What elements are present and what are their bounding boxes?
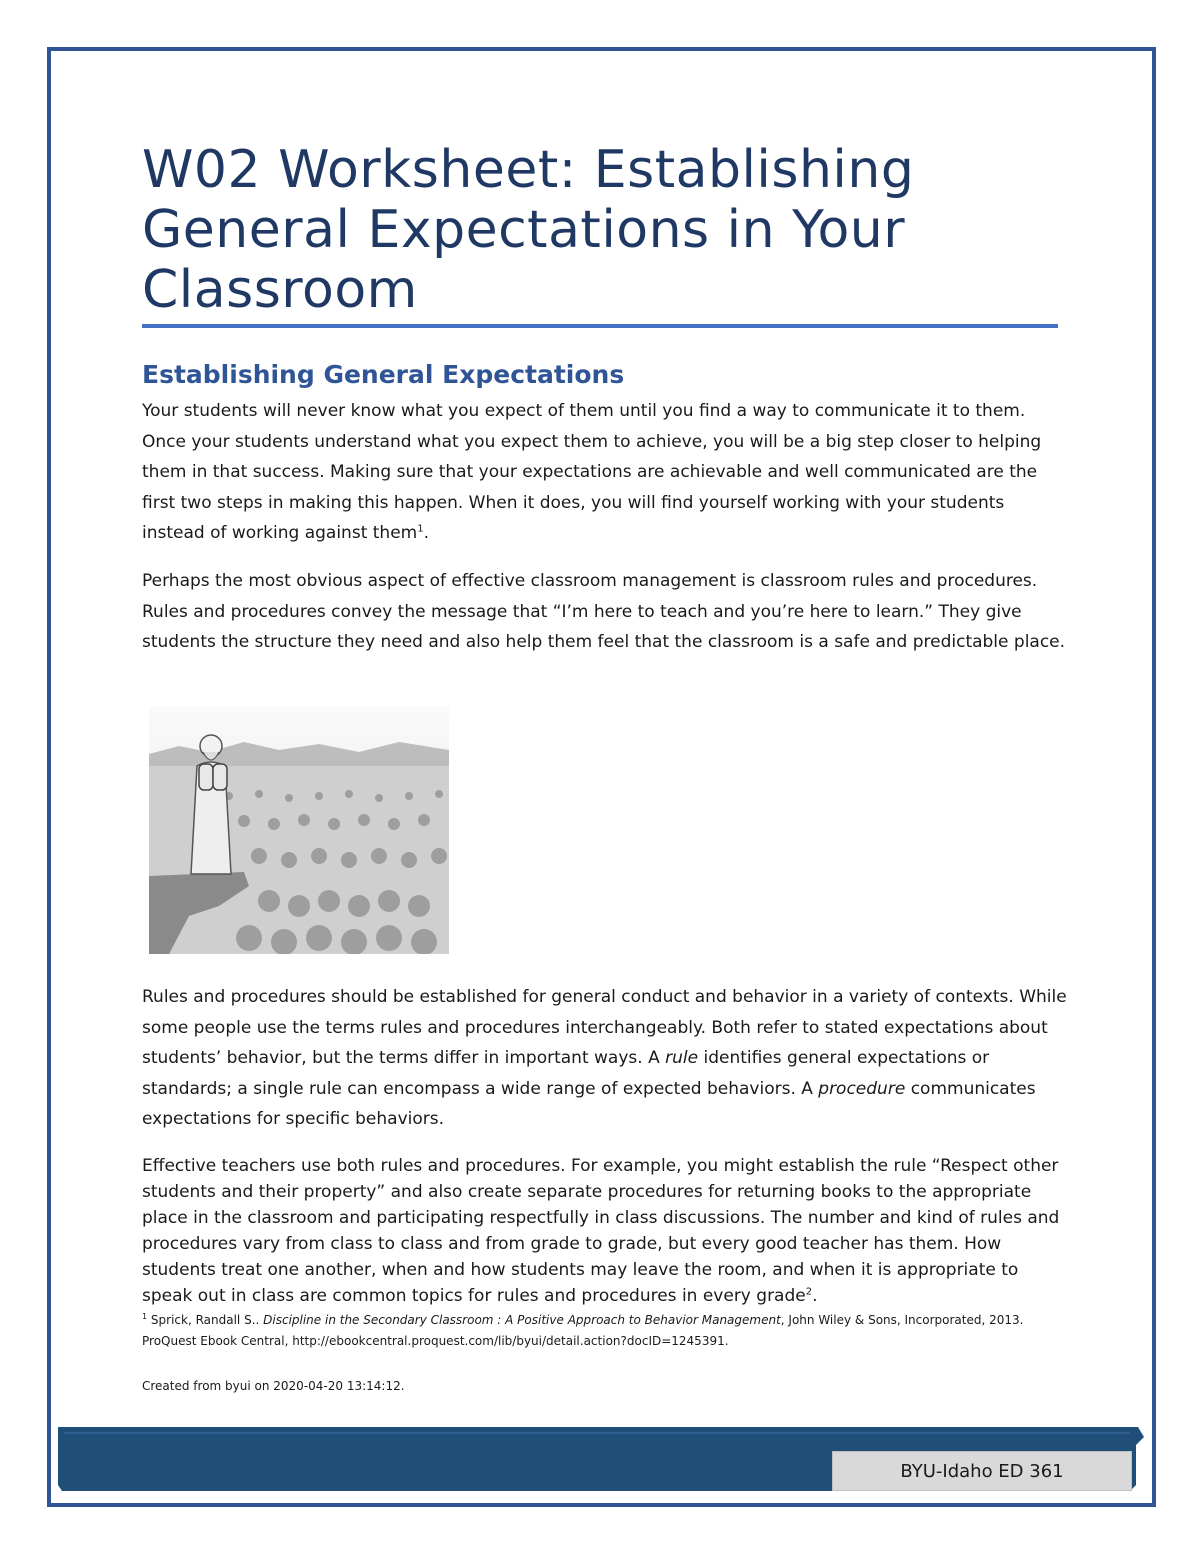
paragraph-rule-vs-procedure-c: communicates expectations for specific behaviors. — [142, 1078, 1036, 1129]
paragraph-rule-vs-procedure — [142, 982, 1072, 1135]
paragraph-effective-teachers — [142, 1153, 1072, 1309]
term-rule: rule — [665, 1048, 699, 1068]
footnote-ref-1: 1 — [417, 523, 424, 535]
title-underline — [142, 324, 1058, 328]
section-heading: Establishing General Expectations — [142, 360, 625, 389]
paragraph-rule-vs-procedure-a: Rules and procedures should be established for general conduct and behavior in a variety of contexts. While some people use the terms rules and procedures interchangeably. Both refer to stated expectations about students’ behavior, but the terms differ in important ways. A — [142, 987, 1067, 1068]
footnote-marker: 1 — [142, 1312, 148, 1321]
footnote — [142, 1310, 1072, 1352]
page-title: W02 Worksheet: Establishing General Expectations in Your Classroom — [142, 140, 915, 320]
paragraph-effective-teachers-end: . — [812, 1286, 818, 1306]
paragraph-rules-procedures: Perhaps the most obvious aspect of effective classroom management is classroom rules and procedures. Rules and procedures convey the message that “I’m here to teach and you’re here to learn.” They give students the structure they need and also help them feel that the classroom is a safe and predictable place. — [142, 571, 1066, 652]
footnote-rest: , John Wiley & Sons, Incorporated, 2013. ProQuest Ebook Central, http://ebookcentral.proquest.com/lib/byui/detail.action?docID=1245391. — [142, 1313, 1024, 1348]
paragraph-intro-end: . — [423, 523, 430, 543]
term-procedure: procedure — [818, 1078, 906, 1099]
footer-course-label: BYU-Idaho ED 361 — [832, 1451, 1132, 1491]
footnote-book-title: Discipline in the Secondary Classroom : A Positive Approach to Behavior Management — [263, 1313, 781, 1327]
paragraph-effective-teachers-text: Effective teachers use both rules and procedures. For example, you might establish the rule “Respect other students and their property” and also create separate procedures for returning books to the appropriate place in the classroom and participating respectfully in class discussions. The number and kind of rules and procedures vary from class to class and from grade to grade, but every good teacher has them. How students treat one another, when and how students may leave the room, and when it is appropriate to speak out in class are common topics for rules and procedures in every grade — [142, 1156, 1060, 1306]
paragraph-intro-text: Your students will never know what you expect of them until you find a way to communicate it to them. Once your students understand what you expect them to achieve, you will be a big step closer to helping them in that success. Making sure that your expectations are achievable and well communicated are the first two steps in making this happen. When it does, you will find yourself working with your students instead of working against them — [142, 401, 1042, 543]
cartoon-moses-tablets-icon — [149, 706, 449, 954]
footnote-ref-2: 2 — [805, 1286, 813, 1298]
created-note: Created from byui on 2020-04-20 13:14:12. — [142, 1379, 405, 1393]
footnote-lead: Sprick, Randall S.. — [147, 1313, 264, 1327]
paragraph-intro — [142, 396, 1072, 549]
paragraph-rule-vs-procedure-b: identifies general expectations or standards; a single rule can encompass a wide range of expected behaviors. A — [142, 1048, 990, 1099]
moses-cartoon — [149, 706, 449, 954]
